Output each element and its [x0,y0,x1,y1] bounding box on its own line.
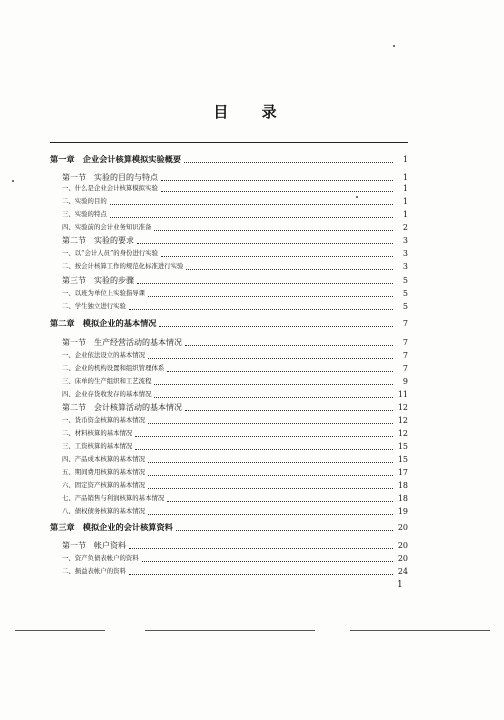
toc-entry-label: 一、企业依法设立的基本情况 [62,351,146,359]
toc-item[interactable] [62,209,408,220]
toc-item[interactable] [62,467,408,478]
toc-page-number: 18 [397,494,408,503]
toc-page-number: 20 [397,523,408,532]
toc-item[interactable] [62,301,408,312]
dot-leader [129,547,393,549]
toc-item[interactable] [62,222,408,233]
toc-item[interactable] [62,454,408,465]
toc-section[interactable] [62,540,408,551]
dot-leader [154,229,393,231]
toc-page-number: 7 [402,338,408,347]
toc-item[interactable] [62,441,408,452]
dot-leader [148,474,393,476]
toc-entry-label: 第二节 实验的要求 [62,236,134,245]
toc-page-number: 18 [397,481,408,490]
footer-rule [15,630,105,631]
toc-entry-label: 第三章 模拟企业的会计核算资料 [50,522,173,532]
dot-leader [176,529,393,531]
dot-leader [137,242,393,244]
toc-item[interactable] [62,506,408,517]
toc-chapter[interactable] [50,154,408,165]
toc-page-number: 12 [397,416,408,425]
dot-leader [161,255,393,257]
dot-leader [135,435,393,437]
toc-page-number: 1 [402,197,408,206]
toc-page-number: 17 [397,468,408,477]
toc-page-number: 24 [397,567,408,576]
toc-item[interactable] [62,350,408,361]
toc-section[interactable] [62,402,408,413]
toc-entry-label: 二、企业的机构设置和组织管理体系 [62,364,165,372]
toc-entry-label: 四、实验前的会计业务知识准备 [62,223,152,231]
toc-page-number: 7 [402,319,408,328]
scan-speck [356,196,358,198]
footer-rule [145,630,315,631]
dot-leader [167,500,393,502]
toc-item[interactable] [62,288,408,299]
toc-item[interactable] [62,376,408,387]
toc-item[interactable] [62,493,408,504]
toc-page-number: 1 [402,155,408,164]
toc-page-number: 1 [402,210,408,219]
toc-page-number: 20 [397,541,408,550]
dot-leader [148,461,393,463]
toc-page-number: 12 [397,403,408,412]
toc-item[interactable] [62,248,408,259]
toc-entry-label: 第一节 实验的目的与特点 [62,173,158,182]
toc-chapter[interactable] [50,318,408,329]
toc-entry-label: 第一节 生产经营活动的基本情况 [62,338,182,347]
toc-entry-label: 四、产品成本核算的基本情况 [62,455,146,463]
toc-item[interactable] [62,415,408,426]
dot-leader [137,282,393,284]
toc-item[interactable] [62,363,408,374]
toc-entry-label: 第二章 模拟企业的基本情况 [50,318,157,328]
dot-leader [142,560,393,562]
dot-leader [167,370,393,372]
toc-item[interactable] [62,183,408,194]
toc-section[interactable] [62,235,408,246]
dot-leader [129,573,393,575]
toc-entry-label: 一、货币资金核算的基本情况 [62,416,146,424]
toc-page-number: 12 [397,429,408,438]
toc-entry-label: 六、固定资产核算的基本情况 [62,481,146,489]
page-number: 1 [397,580,403,590]
dot-leader [186,268,393,270]
toc-entry-label: 第一章 企业会计核算模拟实验概要 [50,154,182,164]
toc-entry-label: 一、资产负债表帐户的资料 [62,554,139,562]
toc-page-number: 15 [397,442,408,451]
toc-page-number: 1 [402,184,408,193]
scan-speck [12,180,14,182]
toc-item[interactable] [62,261,408,272]
dot-leader [148,422,393,424]
toc-entry-label: 三、床单的生产组织和工艺流程 [62,377,152,385]
dot-leader [185,344,393,346]
toc-entry-label: 二、实验的目的 [62,197,107,205]
toc-entry-label: 二、按会计核算工作的规范化标准进行实验 [62,262,184,270]
toc-page-number: 20 [397,554,408,563]
dot-leader [154,396,393,398]
toc-page-number: 7 [402,351,408,360]
dot-leader [148,487,393,489]
scan-speck [393,45,395,47]
toc-item[interactable] [62,389,408,400]
toc-entry-label: 第三节 实验的步骤 [62,276,134,285]
toc-page-number: 19 [397,507,408,516]
toc-item[interactable] [62,553,408,564]
dot-leader [161,190,393,192]
toc-item[interactable] [62,480,408,491]
toc-entry-label: 第一节 帐户资料 [62,541,126,550]
toc-section[interactable] [62,337,408,348]
dot-leader [129,308,393,310]
toc-page-number: 2 [402,223,408,232]
toc-section[interactable] [62,172,408,183]
page-title: 目 录 [213,103,291,121]
toc-entry-label: 八、债权债务核算的基本情况 [62,507,146,515]
toc-page-number: 3 [402,236,408,245]
toc-entry-label: 二、学生独立进行实验 [62,302,126,310]
toc-entry-label: 二、损益表帐户的资料 [62,567,126,575]
toc-page-number: 9 [402,377,408,386]
toc-page-number: 1 [402,173,408,182]
toc-page-number: 5 [402,289,408,298]
toc-entry-label: 一、以“会计人员”的身份进行实验 [62,249,159,257]
toc-entry-label: 三、实验的特点 [62,210,107,218]
toc-page-number: 5 [402,302,408,311]
footer-rule [350,630,490,631]
toc-entry-label: 七、产品销售与利润核算的基本情况 [62,494,165,502]
dot-leader [110,216,393,218]
dot-leader [135,448,393,450]
toc-section[interactable] [62,275,408,286]
toc-entry-label: 一、什么是企业会计核算模拟实验 [62,184,158,192]
dot-leader [154,383,393,385]
dot-leader [161,179,393,181]
toc-entry-label: 五、期间费用核算的基本情况 [62,468,146,476]
dot-leader [148,295,393,297]
dot-leader [148,357,393,359]
toc-page-number: 11 [397,390,408,399]
toc-page-number: 7 [402,364,408,373]
toc-entry-label: 三、工资核算的基本情况 [62,442,133,450]
toc-entry-label: 一、以班为单位上实验指导课 [62,289,146,297]
toc-page-number: 3 [402,249,408,258]
toc-page-number: 5 [402,276,408,285]
dot-leader [185,409,393,411]
toc-page-number: 3 [402,262,408,271]
dot-leader [184,161,393,163]
toc-item[interactable] [62,566,408,577]
toc-entry-label: 四、企业存货收发存的基本情况 [62,390,152,398]
toc-page-number: 15 [397,455,408,464]
dot-leader [110,203,393,205]
dot-leader [159,325,393,327]
toc-item[interactable] [62,428,408,439]
toc-chapter[interactable] [50,522,408,533]
dot-leader [148,513,393,515]
toc-entry-label: 二、材料核算的基本情况 [62,429,133,437]
toc-entry-label: 第二节 会计核算活动的基本情况 [62,403,182,412]
